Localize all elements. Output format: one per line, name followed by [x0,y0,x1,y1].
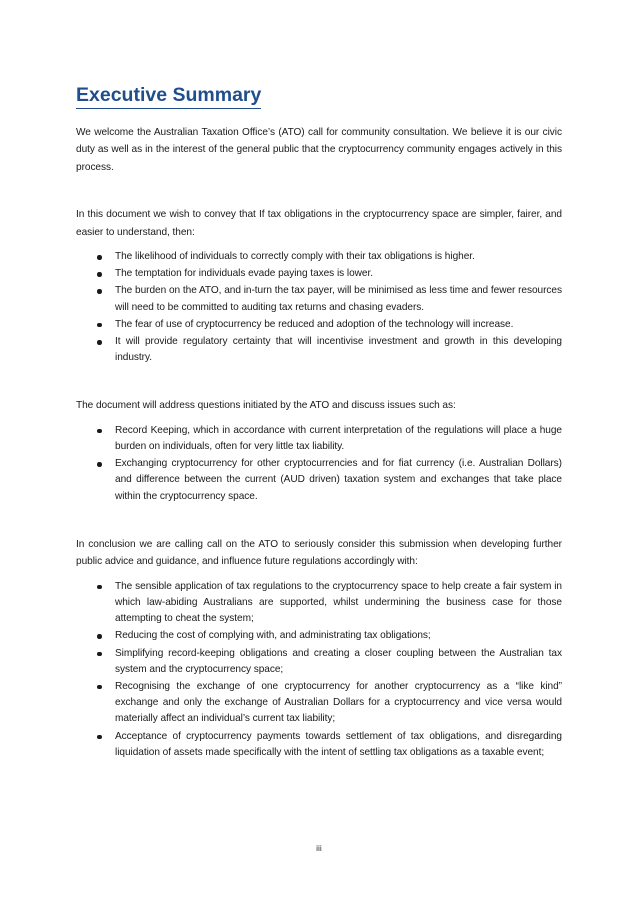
list-item [76,679,562,728]
bullet-icon [97,272,102,277]
list-item [76,579,562,628]
bullet-icon [97,735,102,740]
section2-bullet-list [76,423,562,505]
bullet-icon [97,462,102,467]
bullet-icon [97,323,102,328]
section2-lead-paragraph: The document will address questions initiated by the ATO and discuss issues such as: [76,400,456,412]
bullet-icon [97,429,102,434]
bullet-icon [97,255,102,260]
list-item-text: Exchanging cryptocurrency for other cryptocurrencies and for fiat currency (i.e. Australian Dollars) and difference between the current (AUD driven) taxation system and exchanges that take place within the cryptocurrency space. [115,458,562,502]
page-number: iii [316,843,322,853]
list-item [76,423,562,455]
bullet-icon [97,652,102,657]
bullet-icon [97,634,102,639]
section3-bullet-list [76,579,562,761]
list-item-text: It will provide regulatory certainty that will incentivise investment and growth in this developing industry. [115,336,562,364]
list-item-text: The likelihood of individuals to correctly comply with their tax obligations is higher. [115,251,475,263]
list-item [76,317,562,333]
section-heading: Executive Summary [76,82,261,109]
section3-lead-paragraph: In conclusion we are calling call on the ATO to seriously consider this submission when developing further public advice and guidance, and influence future regulations accordingly with: [76,538,562,568]
bullet-icon [97,585,102,590]
list-item-text: Recognising the exchange of one cryptocurrency for another cryptocurrency as a “like kind” exchange and only the exchange of Australian Dollars for a cryptocurrency and vice versa would materially affect an individual’s current tax liability; [115,680,562,725]
section1-lead-paragraph: In this document we wish to convey that If tax obligations in the cryptocurrency space are simpler, fairer, and easier to understand, then: [76,209,562,238]
list-item-text: The sensible application of tax regulations to the cryptocurrency space to help create a fair system in which law-abiding Australians are supported, whilst undermining the business case for those attempting to cheat the system; [115,580,562,625]
list-item [76,334,562,366]
bullet-icon [97,685,102,690]
bullet-icon [97,340,102,345]
list-item-text: The burden on the ATO, and in-turn the tax payer, will be minimised as less time and fewer resources will need to be committed to auditing tax returns and chasing evaders. [115,285,562,313]
list-item [76,283,562,315]
list-item [76,249,562,265]
section1-bullet-list [76,249,562,366]
list-item [76,266,562,282]
bullet-icon [97,289,102,294]
page-content [76,82,562,762]
list-item [76,729,562,761]
list-item [76,646,562,678]
list-item [76,456,562,505]
intro-paragraph: We welcome the Australian Taxation Office’s (ATO) call for community consultation. We believe it is our civic duty as well as in the interest of the general public that the cryptocurrency community engages actively in this process. [76,127,562,173]
list-item-text: The temptation for individuals evade paying taxes is lower. [115,268,373,280]
list-item-text: The fear of use of cryptocurrency be reduced and adoption of the technology will increase. [115,318,514,330]
list-item-text: Acceptance of cryptocurrency payments towards settlement of tax obligations, and disregarding liquidation of assets made specifically with the intent of settling tax obligations as a taxable event; [115,730,562,758]
list-item [76,628,562,644]
list-item-text: Reducing the cost of complying with, and administrating tax obligations; [115,630,431,642]
list-item-text: Simplifying record-keeping obligations and creating a closer coupling between the Australian tax system and the cryptocurrency space; [115,647,562,675]
list-item-text: Record Keeping, which in accordance with current interpretation of the regulations will place a huge burden on individuals, often for very little tax liability. [115,424,562,453]
